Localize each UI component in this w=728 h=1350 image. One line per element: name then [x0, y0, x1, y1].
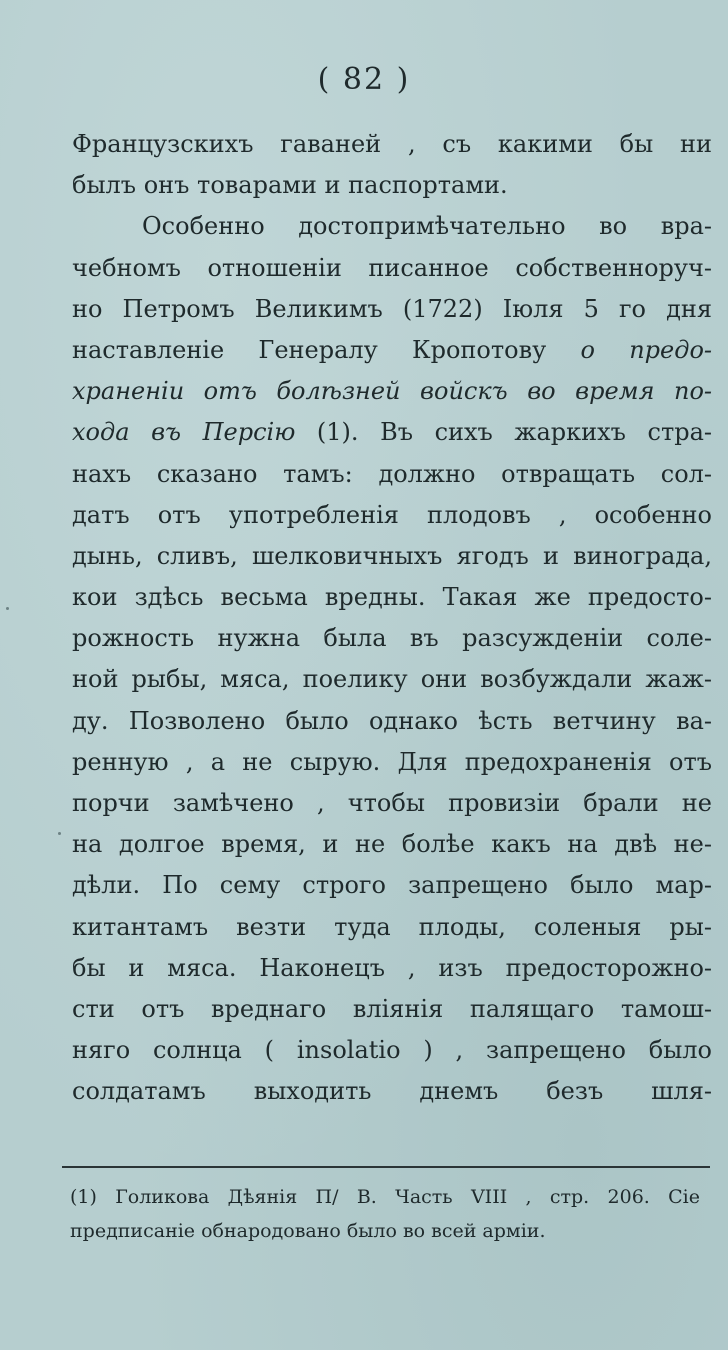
page-number: ( 82 ) — [317, 62, 411, 97]
text-line: но Петромъ Великимъ (1722) Іюля 5 го дня — [72, 294, 712, 323]
text-line: ренную , а не сырую. Для предохраненія отъ — [72, 747, 712, 776]
footnote-divider — [62, 1166, 710, 1168]
text-line: ду. Позволено было однако ѣсть ветчину ва- — [72, 706, 712, 735]
text-line: Французскихъ гаваней , съ какими бы ни — [72, 130, 712, 158]
text-line: чебномъ отношеніи писанное собственноруч- — [72, 253, 712, 282]
text-line: храненіи отъ болѣзней войскъ во время по- — [72, 377, 712, 406]
italic-title: о предо- — [580, 335, 712, 364]
text-line: кои здѣсь весьма вредны. Такая же предосто- — [72, 583, 712, 612]
text-line: наставленіе Генералу Кропотову о предо- — [72, 335, 712, 364]
text-line: рожность нужна была въ разсужденіи соле- — [72, 624, 712, 653]
text-line: датъ отъ употребленія плодовъ , особенно — [72, 500, 712, 529]
text-line: ной рыбы, мяса, поелику они возбуждали жаж- — [72, 665, 712, 694]
paper-speck — [6, 607, 9, 610]
text-line: китантамъ везти туда плоды, соленыя ры- — [72, 912, 712, 941]
text-line: дѣли. По сему строго запрещено было мар- — [72, 871, 712, 900]
text-line: былъ онъ товарами и паспортами. — [72, 171, 508, 200]
text-line: на долгое время, и не болѣе какъ на двѣ не- — [72, 830, 712, 859]
footnote — [70, 1180, 700, 1248]
text-line: порчи замѣчено , чтобы провизіи брали не — [72, 789, 712, 817]
text-line: сти отъ вреднаго вліянія палящаго тамош- — [72, 994, 712, 1023]
footnote-line: предписаніе обнародовано было во всей арміи. — [70, 1220, 546, 1242]
text-line: солдатамъ выходить днемъ безъ шля- — [72, 1077, 712, 1106]
text-line: няго солнца ( insolatio ) , запрещено было — [72, 1036, 712, 1065]
body-text — [72, 124, 712, 1113]
paper-speck — [58, 832, 61, 835]
text-line: Особенно достопримѣчательно во вра- — [142, 212, 712, 241]
text-line: хода въ Персію (1). Въ сихъ жаркихъ стра- — [72, 418, 712, 447]
text-line: бы и мяса. Наконецъ , изъ предосторожно- — [72, 953, 712, 982]
italic-title: хода въ Персію — [72, 418, 296, 447]
text-line: нахъ сказано тамъ: должно отвращать сол- — [72, 459, 712, 488]
text-line: дынь, сливъ, шелковичныхъ ягодъ и винограда, — [72, 541, 712, 570]
footnote-line: (1) Голикова Дѣянія П/ В. Часть VIII , стр. 206. Сіе — [70, 1186, 700, 1208]
